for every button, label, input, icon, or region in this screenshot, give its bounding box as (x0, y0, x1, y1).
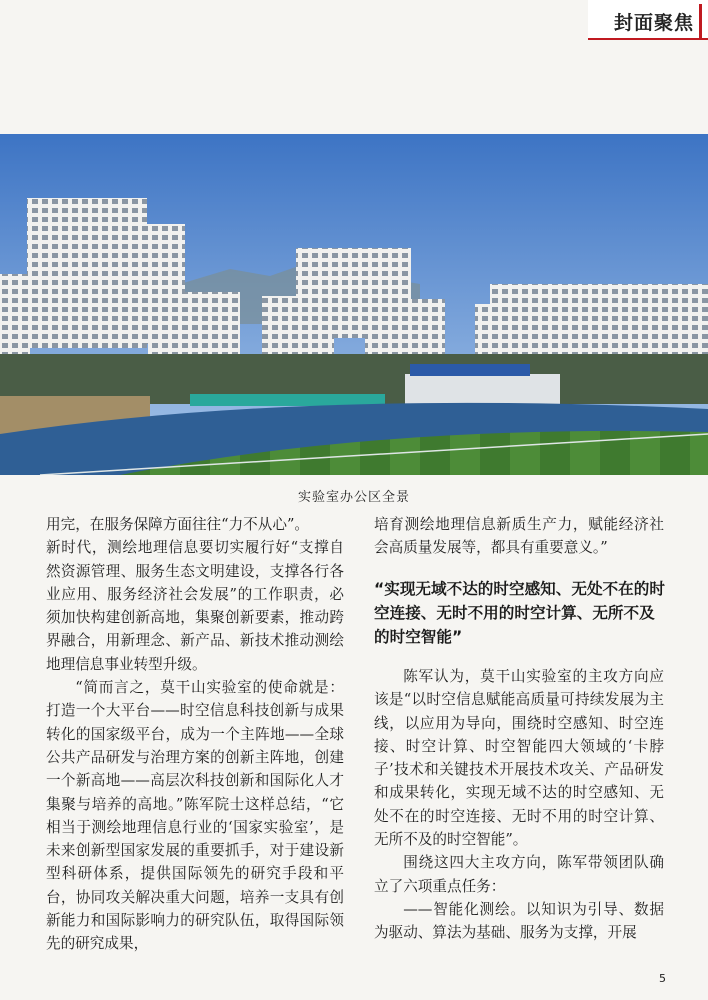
right-column-body (374, 665, 664, 945)
body-paragraph: ——智能化测绘。以知识为引导、数据为驱动、算法为基础、服务为支撑，开展 (374, 900, 664, 942)
section-title: 封面聚焦 (613, 12, 694, 34)
right-column-top (374, 513, 664, 560)
body-paragraph: 陈军认为，莫干山实验室的主攻方向应该是“以时空信息赋能高质量可持续发展为主线，以应用为导向，围绕时空感知、时空连接、时空计算、时空智能四大领域的‘卡脖子’技术和关键技术开展技术攻关、产品研发和成果转化，实现无域不达的时空感知、无处不在的时空连接、无时不用的时空计算、无所不及的时空智能”。 (374, 668, 664, 849)
pull-quote-text: “实现无域不达的时空感知、无处不在的时空连接、无时不用的时空计算、无所不及的时空智能” (374, 580, 665, 646)
pull-quote (374, 577, 670, 649)
body-paragraph: 围绕这四大主攻方向，陈军带领团队确立了六项重点任务： (374, 854, 664, 895)
body-paragraph: 培育测绘地理信息新质生产力，赋能经济社会高质量发展等，都具有重要意义。” (374, 516, 664, 557)
body-paragraph: “简而言之，莫干山实验室的使命就是：打造一个大平台——时空信息科技创新与成果转化的国家级平台，成为一个主阵地——全球公共产品研发与治理方案的创新主阵地，创建一个新高地——高层次科技创新和国际化人才集聚与培养的高地。”陈军院士这样总结，“它相当于测绘地理信息行业的‘国家实验室’，是未来创新型国家发展的重要抓手，对于建设新型科研体系，提供国际领先的研究手段和平台，协同攻关解决重大问题，培养一支具有创新能力和国际影响力的研究队伍，取得国际领先的研究成果， (46, 679, 344, 953)
body-paragraph: 用完，在服务保障方面往往“力不从心”。 (46, 516, 310, 533)
left-column (46, 513, 344, 956)
page-number: 5 (659, 972, 666, 985)
body-paragraph: 新时代，测绘地理信息要切实履行好“支撑自然资源管理、服务生态文明建设，支撑各行各业应用、服务经济社会发展”的工作职责，必须加快构建创新高地，集聚创新要素，推动跨界融合，用新理念、新产品、新技术推动测绘地理信息事业转型升级。 (46, 539, 344, 673)
photo-caption: 实验室办公区全景 (297, 490, 410, 505)
campus-panorama-photo (0, 134, 708, 475)
section-header (588, 0, 708, 40)
section-accent-bar (699, 4, 702, 38)
